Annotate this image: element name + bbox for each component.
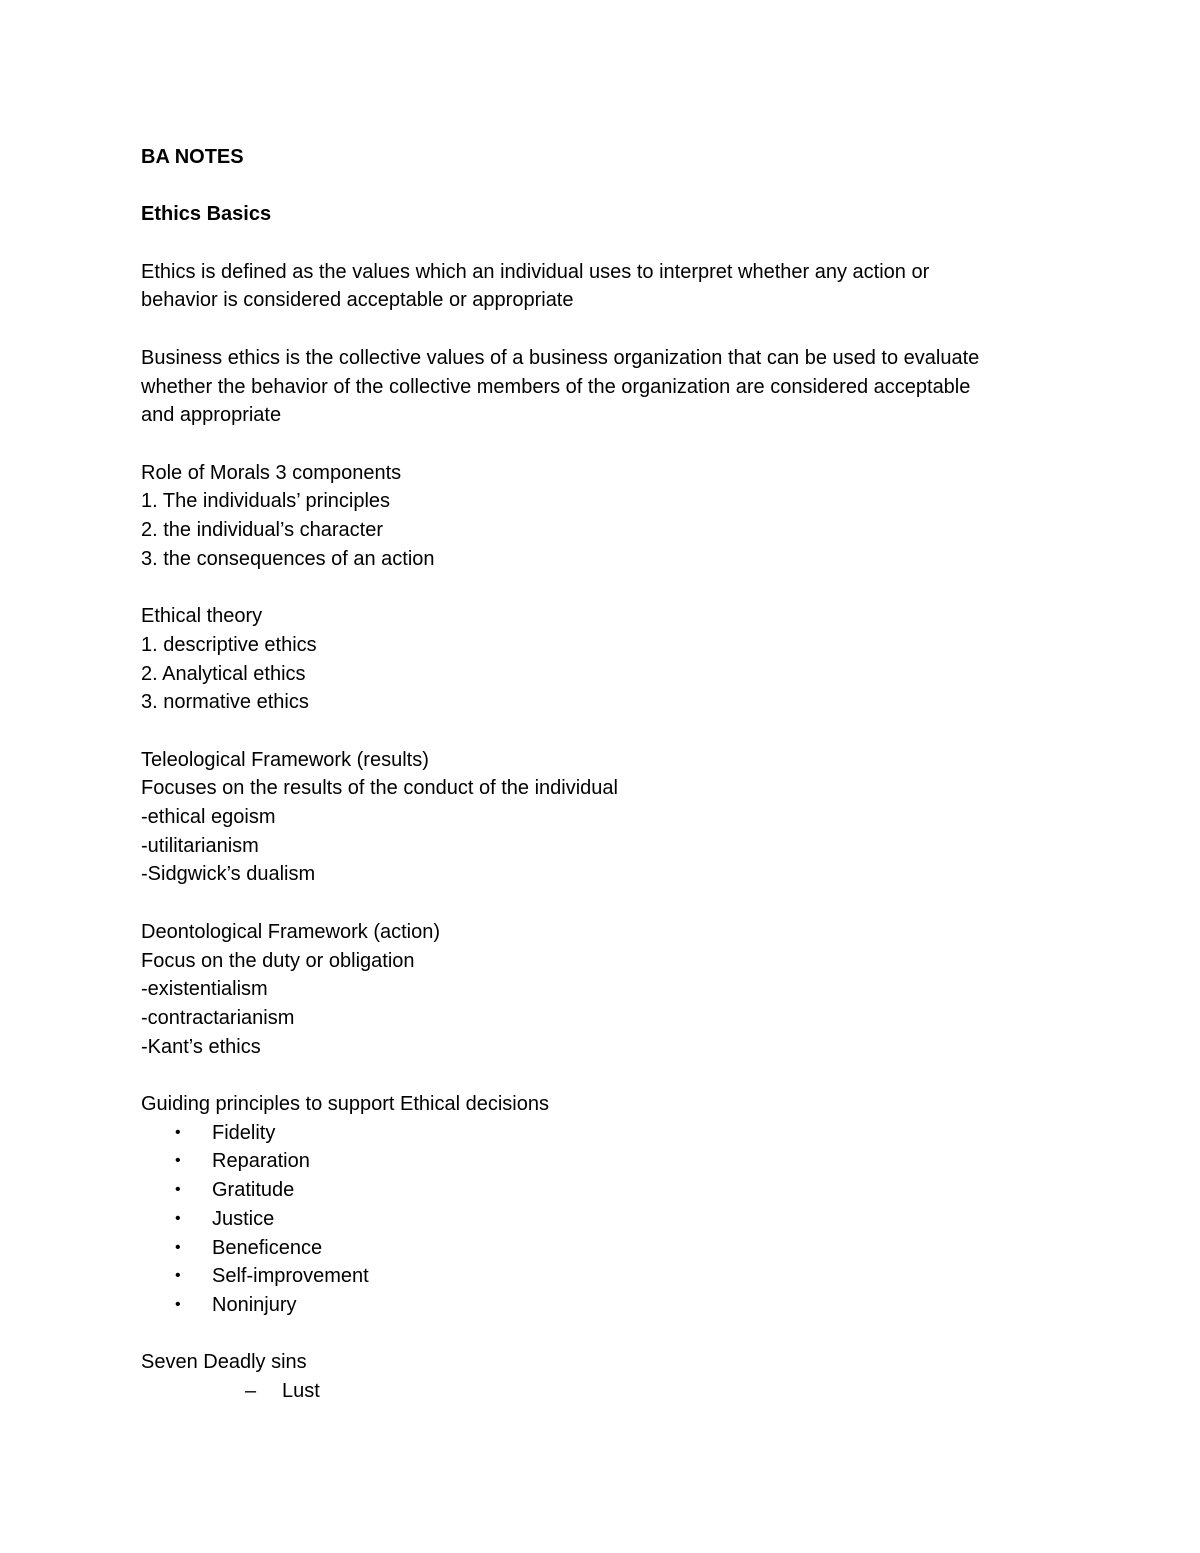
spacer bbox=[141, 229, 1061, 258]
bullet-icon: • bbox=[175, 1209, 181, 1227]
ethical-theory-heading: Ethical theory bbox=[141, 605, 263, 628]
dash-text: Lust bbox=[282, 1379, 320, 1402]
bullet-icon: • bbox=[175, 1267, 181, 1285]
deontological-heading: Deontological Framework (action) bbox=[141, 920, 441, 943]
dash-list-item bbox=[141, 1377, 1061, 1406]
list-item: -contractarianism bbox=[141, 1006, 295, 1029]
deadly-sins-section bbox=[141, 1348, 1061, 1405]
list-item: -ethical egoism bbox=[141, 806, 276, 829]
dash-icon: – bbox=[245, 1379, 257, 1402]
teleological-heading: Teleological Framework (results) bbox=[141, 748, 429, 771]
bullet-icon: • bbox=[175, 1123, 181, 1141]
list-item: 3. normative ethics bbox=[141, 691, 309, 714]
bullet-text: Gratitude bbox=[212, 1179, 295, 1202]
spacer bbox=[141, 172, 1061, 201]
spacer bbox=[141, 573, 1061, 602]
spacer bbox=[141, 889, 1061, 918]
bullet-item bbox=[141, 1147, 1061, 1176]
spacer bbox=[141, 1061, 1061, 1090]
bullet-item bbox=[141, 1291, 1061, 1320]
paragraph-line: and appropriate bbox=[141, 404, 282, 427]
ethical-theory-section bbox=[141, 602, 1061, 717]
bullet-item bbox=[141, 1176, 1061, 1205]
bullet-icon: • bbox=[175, 1181, 181, 1199]
bullet-text: Fidelity bbox=[212, 1121, 276, 1144]
spacer bbox=[141, 717, 1061, 746]
guiding-principles-section bbox=[141, 1090, 1061, 1320]
bullet-text: Beneficence bbox=[212, 1236, 323, 1259]
bullet-icon: • bbox=[175, 1152, 181, 1170]
bullet-text: Reparation bbox=[212, 1150, 310, 1173]
bullet-icon: • bbox=[175, 1295, 181, 1313]
bullet-item bbox=[141, 1262, 1061, 1291]
list-item: 1. descriptive ethics bbox=[141, 633, 317, 656]
section-title: Ethics Basics bbox=[141, 203, 272, 226]
spacer bbox=[141, 1320, 1061, 1349]
bullet-icon: • bbox=[175, 1238, 181, 1256]
deontological-description: Focus on the duty or obligation bbox=[141, 949, 415, 972]
teleological-section bbox=[141, 746, 1061, 890]
bullet-text: Self-improvement bbox=[212, 1265, 369, 1288]
spacer bbox=[141, 315, 1061, 344]
bullet-list bbox=[141, 1119, 1061, 1320]
list-item: -Kant’s ethics bbox=[141, 1035, 261, 1058]
list-item: -Sidgwick’s dualism bbox=[141, 863, 316, 886]
business-ethics-paragraph bbox=[141, 344, 1061, 430]
deadly-sins-heading: Seven Deadly sins bbox=[141, 1351, 307, 1374]
bullet-item bbox=[141, 1234, 1061, 1263]
bullet-item bbox=[141, 1119, 1061, 1148]
bullet-item bbox=[141, 1205, 1061, 1234]
paragraph-line: Business ethics is the collective values of a business organization that can be used to evaluate bbox=[141, 346, 980, 369]
teleological-description: Focuses on the results of the conduct of the individual bbox=[141, 777, 618, 800]
list-item: -utilitarianism bbox=[141, 834, 259, 857]
bullet-text: Justice bbox=[212, 1207, 275, 1230]
spacer bbox=[141, 430, 1061, 459]
list-item: -existentialism bbox=[141, 978, 268, 1001]
deontological-section bbox=[141, 918, 1061, 1062]
guiding-principles-heading: Guiding principles to support Ethical decisions bbox=[141, 1093, 549, 1116]
list-item: 3. the consequences of an action bbox=[141, 547, 435, 570]
paragraph-line: Ethics is defined as the values which an individual uses to interpret whether any action or bbox=[141, 260, 930, 283]
document-content bbox=[141, 143, 1061, 1406]
morals-section bbox=[141, 459, 1061, 574]
list-item: 2. Analytical ethics bbox=[141, 662, 306, 685]
list-item: 1. The individuals’ principles bbox=[141, 490, 391, 513]
document-title: BA NOTES bbox=[141, 146, 244, 168]
bullet-text: Noninjury bbox=[212, 1293, 297, 1316]
paragraph-line: behavior is considered acceptable or appropriate bbox=[141, 289, 574, 312]
morals-heading: Role of Morals 3 components bbox=[141, 461, 402, 484]
ethics-definition-paragraph bbox=[141, 258, 1061, 315]
list-item: 2. the individual’s character bbox=[141, 519, 383, 542]
paragraph-line: whether the behavior of the collective members of the organization are considered acceptable bbox=[141, 375, 971, 398]
